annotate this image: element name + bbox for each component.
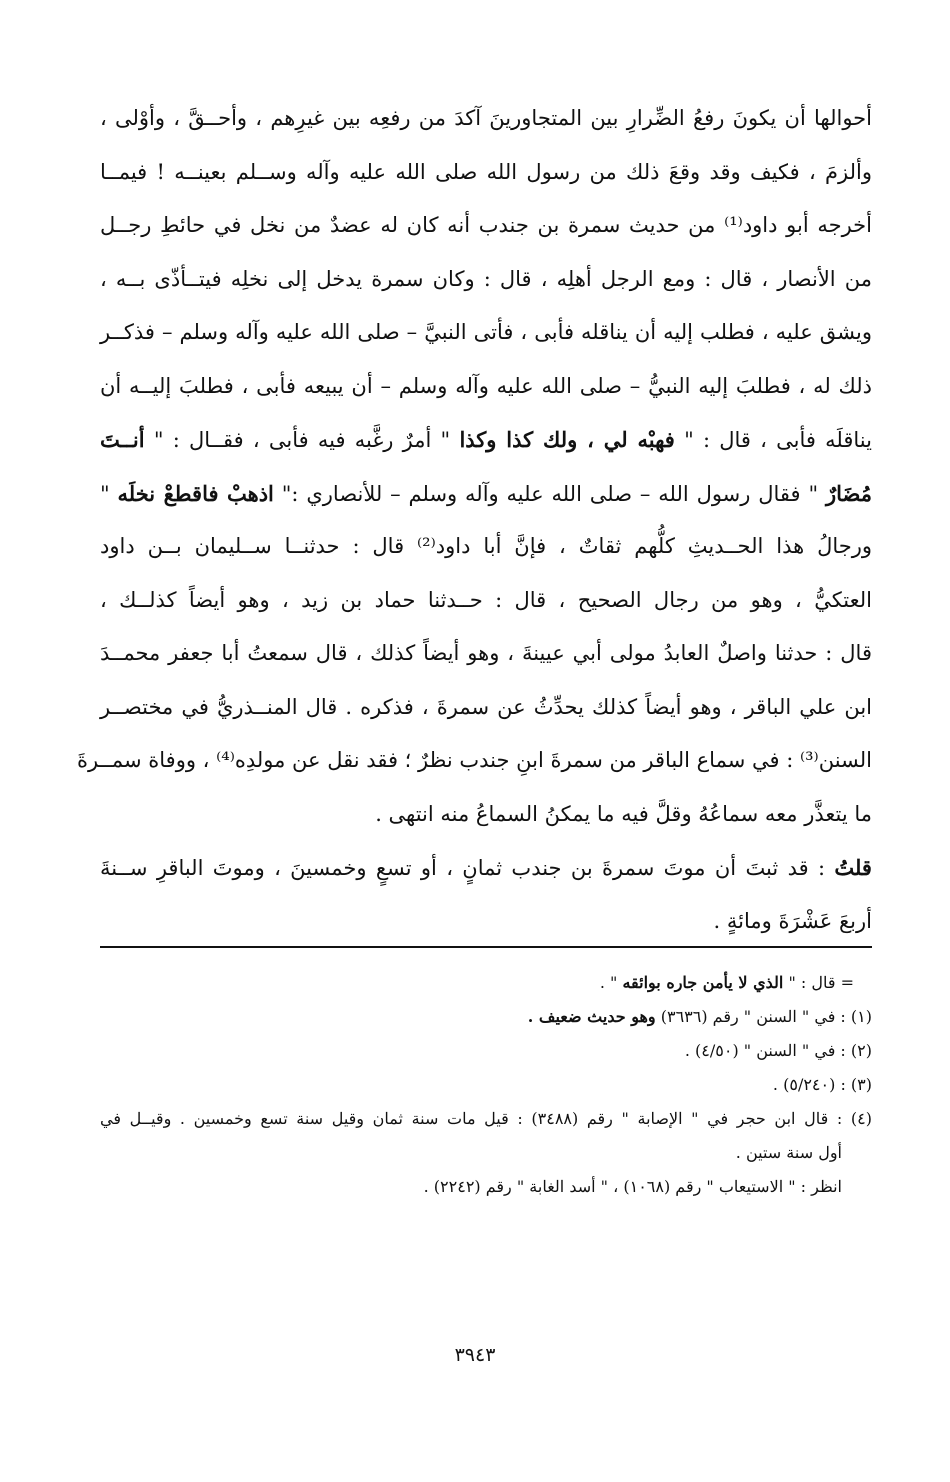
- footnote-4-references: انظر : " الاستيعاب " رقم (١٠٦٨) ، " أسد الغابة " رقم (٢٢٤٢) .: [423, 1177, 842, 1196]
- footnote-continuation: [100, 966, 872, 1000]
- text-line: العتكيُّ ، وهو من رجال الصحيح ، قال : حــدثنا حماد بن زيد ، وهو أيضاً كذلــك ،: [100, 587, 872, 612]
- hadith-quote: مُضَارٌ: [825, 480, 872, 506]
- text-segment: ": [100, 481, 110, 506]
- hadith-quote: فهبْه لي ، ولك كذا وكذا: [459, 427, 675, 452]
- text-line: ذلك له ، فطلبَ إليه النبيُّ – صلى الله عليه وآله وسلم – أن يبيعه فأبى ، فطلبَ إليــه أن: [100, 373, 872, 398]
- text-line: ما يتعذَّر معه سماعُهُ وقلَّ فيه ما يمكنُ السماعُ منه انتهى .: [375, 801, 872, 826]
- hadith-quote: أنــتَ: [100, 427, 145, 452]
- footnote-2: (٢) : في " السنن " (٤/٥٠) .: [684, 1041, 872, 1060]
- text-segment: " .: [599, 973, 618, 992]
- footnote-4-continuation: أول سنة ستين .: [735, 1143, 842, 1162]
- text-segment: : قد ثبتَ أن موتَ سمرةَ بن جندب ثمانٍ ، أو تسعٍ وخمسينَ ، وموتَ الباقرِ ســنةَ: [100, 856, 826, 880]
- footnote-3: (٣) : (٥/٢٤٠) .: [772, 1075, 872, 1094]
- text-line: وألزمَ ، فكيف وقد وقعَ ذلك من رسول الله صلى الله عليه وآله وســلم بعينــه ! فيمــا: [100, 159, 872, 184]
- text-line: [100, 467, 872, 521]
- hadith-quote: اذهبْ فاقطعْ نخلَه: [117, 480, 274, 506]
- grading-note: وهو حديث ضعيف .: [527, 1007, 656, 1026]
- hadith-quote: الذي لا يأمن جاره بوائقه: [622, 973, 784, 992]
- qultu-label: قلتُ: [834, 855, 872, 880]
- text-segment: " أمرٌ رغَّبه فيه فأبى ، فقــال : ": [153, 428, 451, 452]
- footnotes: [100, 966, 872, 1204]
- footnote-4: (٤) : قال ابن حجر في " الإصابة " رقم (٣٤٨٨) : قيل مات سنة ثمان وقيل سنة تسع وخمسين . وقيــل في: [100, 1109, 872, 1128]
- text-line: ورجالُ هذا الحــديثِ كلُّهم ثقاتٌ ، فإنَّ أبا داود⁽²⁾ قال : حدثنــا ســليمان بــن داود: [100, 534, 872, 558]
- text-line: أخرجه أبو داود⁽¹⁾ من حديث سمرة بن جندب أنه كان له عضدٌ من نخل في حائطِ رجــل: [100, 213, 872, 237]
- footnote-divider: [100, 946, 872, 948]
- text-line: ابن علي الباقر ، وهو أيضاً كذلك يحدِّثُ عن سمرةَ ، فذكره . قال المنــذريُّ في مختصــر: [100, 694, 872, 719]
- main-text: [76, 92, 872, 948]
- text-line: أحوالها أن يكونَ رفعُ الضِّرارِ بين المتجاورينَ آكدَ من رفعِه بين غيرِهم ، وأحــقَّ ، وأوْلى ،: [100, 106, 872, 130]
- text-line: قال : حدثنا واصلٌ العابدُ مولى أبي عيينةَ ، وهو أيضاً كذلك ، قال سمعتُ أبا جعفر محمــدَ: [100, 641, 872, 665]
- text-segment: يناقلَه فأبى ، قال : ": [684, 428, 872, 452]
- footnote-1: [100, 1000, 872, 1034]
- text-line: من الأنصار ، قال : ومع الرجل أهلِه ، قال : وكان سمرة يدخل إلى نخلِه فيتــأذّى بــه ،: [100, 266, 872, 291]
- text-line: [100, 413, 872, 467]
- text-line: ويشق عليه ، فطلب إليه أن يناقله فأبى ، فأتى النبيَّ – صلى الله عليه وآله وسلم – فذكــر: [100, 320, 872, 344]
- text-line: السنن⁽³⁾ : في سماع الباقر من سمرةَ ابنِ جندب نظرٌ ؛ فقد نقل عن مولدِه⁽⁴⁾ ، ووفاة سمــرةَ: [76, 748, 872, 772]
- text-segment: " فقال رسول الله – صلى الله عليه وآله وسلم – للأنصاري :": [281, 481, 819, 506]
- text-line: [100, 841, 872, 895]
- page-number: ٣٩٤٣: [454, 1344, 496, 1366]
- text-line: أربعَ عَشْرَةَ ومائةٍ .: [713, 908, 872, 933]
- text-segment: (١) : في " السنن " رقم (٣٦٣٦): [660, 1007, 872, 1026]
- text-segment: = قال : ": [788, 973, 854, 992]
